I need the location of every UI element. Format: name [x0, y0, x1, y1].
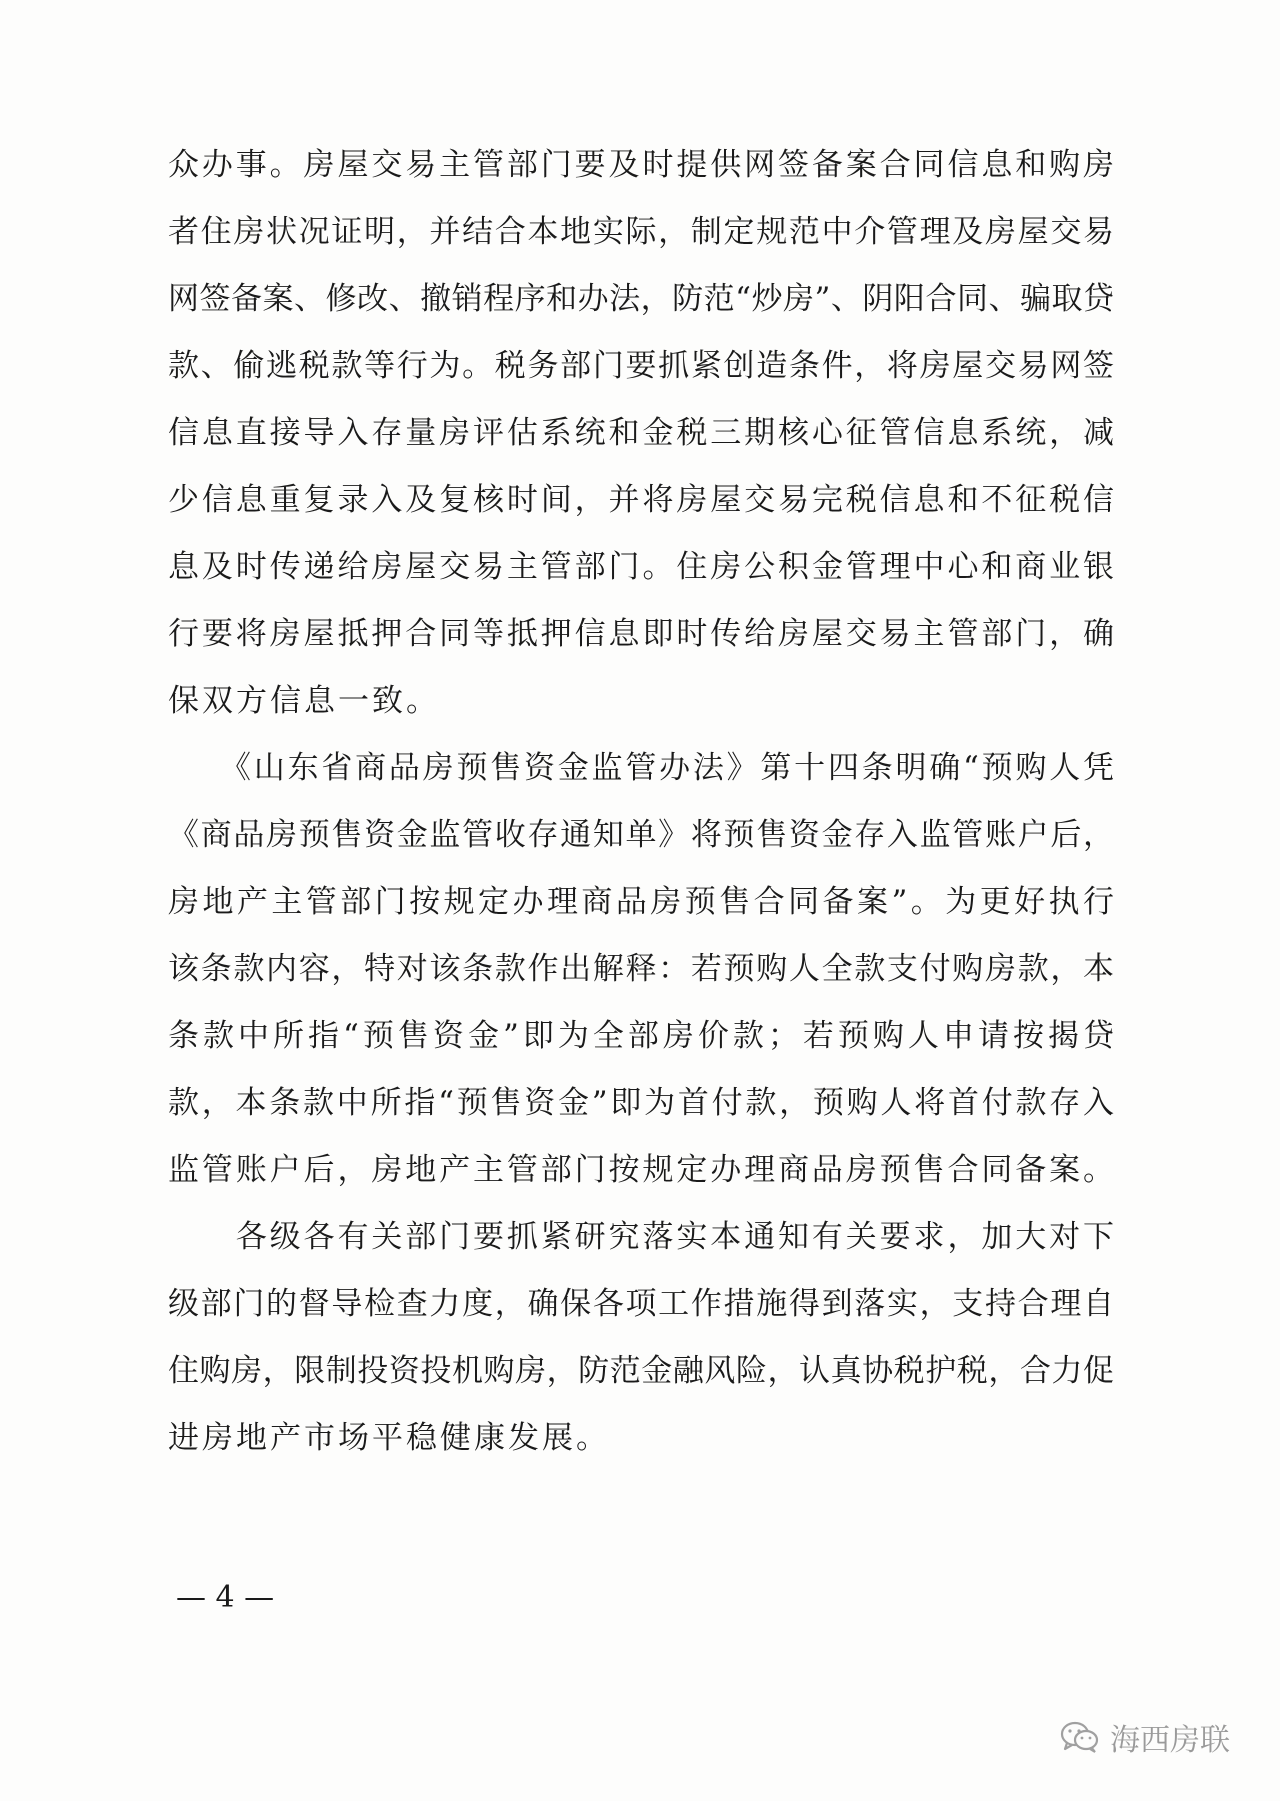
text-line: 者住房状况证明，并结合本地实际，制定规范中介管理及房屋交易 — [168, 214, 1114, 250]
watermark — [1060, 1715, 1230, 1759]
text-line: 条款中所指“预售资金”即为全部房价款；若预购人申请按揭贷 — [168, 1018, 1114, 1054]
wechat-icon — [1060, 1720, 1100, 1754]
text-line: 级部门的督导检查力度，确保各项工作措施得到落实，支持合理自 — [168, 1286, 1114, 1322]
text-line: 款，本条款中所指“预售资金”即为首付款，预购人将首付款存入 — [168, 1085, 1114, 1121]
text-line: 网签备案、修改、撤销程序和办法，防范“炒房”、阴阳合同、骗取贷 — [168, 281, 1114, 317]
watermark-text: 海西房联 — [1110, 1723, 1230, 1758]
text-line: 行要将房屋抵押合同等抵押信息即时传给房屋交易主管部门，确 — [168, 616, 1114, 652]
text-line: 该条款内容，特对该条款作出解释：若预购人全款支付购房款，本 — [168, 951, 1114, 987]
text-line: 少信息重复录入及复核时间，并将房屋交易完税信息和不征税信 — [168, 482, 1114, 518]
page-number: — 4 — — [176, 1580, 275, 1615]
text-line: 信息直接导入存量房评估系统和金税三期核心征管信息系统，减 — [168, 415, 1114, 451]
text-line: 《商品房预售资金监管收存通知单》将预售资金存入监管账户后， — [168, 817, 1114, 853]
text-line: 众办事。房屋交易主管部门要及时提供网签备案合同信息和购房 — [168, 147, 1114, 183]
text-line: 息及时传递给房屋交易主管部门。住房公积金管理中心和商业银 — [168, 549, 1114, 585]
text-line: 《山东省商品房预售资金监管办法》第十四条明确“预购人凭 — [168, 750, 1114, 786]
text-line: 保双方信息一致。 — [168, 683, 440, 719]
text-line: 监管账户后，房地产主管部门按规定办理商品房预售合同备案。 — [168, 1152, 1114, 1188]
text-line: 房地产主管部门按规定办理商品房预售合同备案”。为更好执行 — [168, 884, 1114, 920]
text-line: 各级各有关部门要抓紧研究落实本通知有关要求，加大对下 — [168, 1219, 1114, 1255]
text-line: 进房地产市场平稳健康发展。 — [168, 1420, 610, 1456]
document-body — [168, 132, 1114, 1472]
text-line: 住购房，限制投资投机购房，防范金融风险，认真协税护税，合力促 — [168, 1353, 1114, 1389]
text-line: 款、偷逃税款等行为。税务部门要抓紧创造条件，将房屋交易网签 — [168, 348, 1114, 384]
